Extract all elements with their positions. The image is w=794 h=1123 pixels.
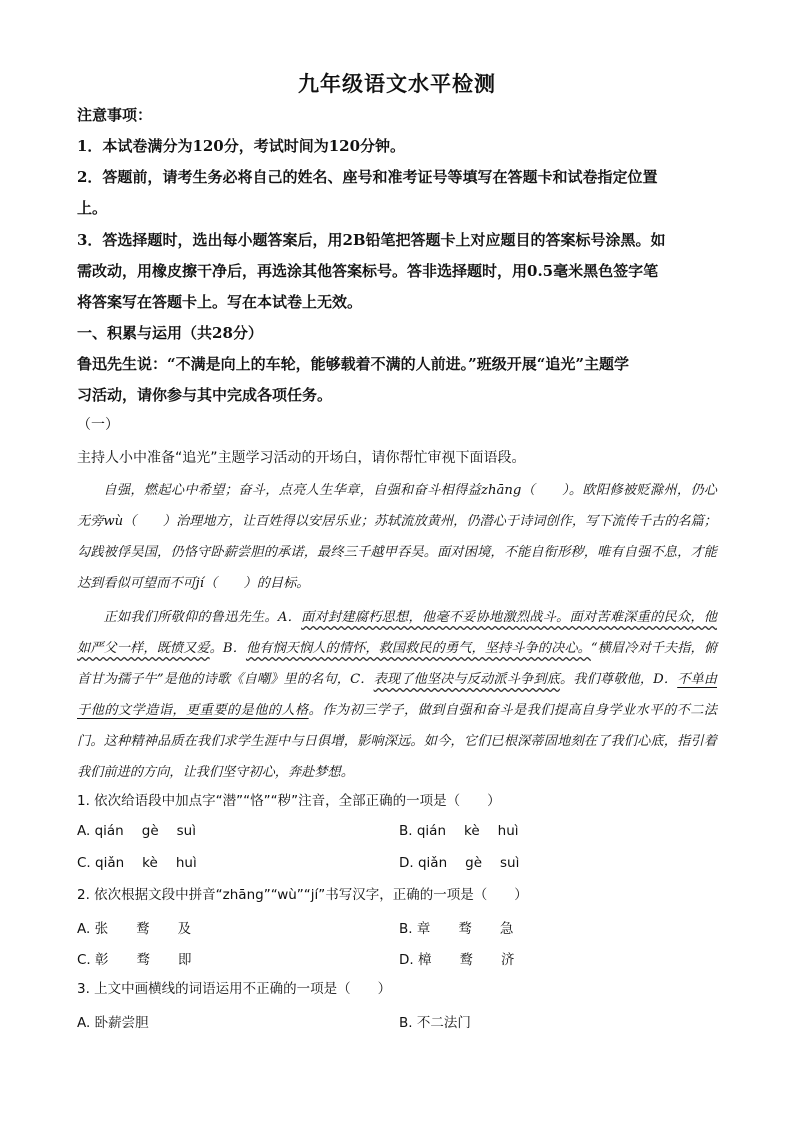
- question-2-stem: 2. 依次根据文段中拼音“zhāng”“wù”“jí”书写汉字，正确的一项是（ ）: [77, 887, 528, 903]
- passage-paragraph-2: [77, 602, 717, 788]
- question-2-option-a: A. 张 鹜 及: [77, 921, 192, 937]
- notice-item-2-line-2: 上。: [77, 199, 108, 217]
- notice-item-3-line-2: 需改动，用橡皮擦干净后，再选涂其他答案标号。答非选择题时，用0.5毫米黑色签字笔: [77, 262, 659, 280]
- passage-text: 。我们尊敬他，D．: [560, 672, 678, 687]
- question-3-stem: 3. 上文中画横线的词语运用不正确的一项是（ ）: [77, 981, 392, 997]
- passage-text: 。作为初三学子，做到自强和奋斗是我们提高自身学业水平的不二法门。这种精神品质在我们求学生涯中与日俱增，影响深远。如今，它们已根深蒂固地刻在了我们心底，指引着我们前进的方向，让我们坚守初心，奔赴梦想。: [77, 703, 718, 780]
- page-title: 九年级语文水平检测: [298, 71, 496, 96]
- passage-text: 。B．: [209, 641, 246, 656]
- sentence-b-wavy: 他有悯天悯人的情怀，救国救民的勇气，坚持斗争的决心。: [245, 641, 591, 656]
- sentence-a-wavy: 面对封建腐朽思想，他毫不妥协地激烈战斗。面对苦难深重的民众，他如严父一样，既愤又爱: [77, 610, 717, 656]
- question-2-option-d: D. 樟 鹜 济: [399, 952, 515, 968]
- notice-item-3-line-3: 将答案写在答题卡上。写在本试卷上无效。: [77, 293, 363, 311]
- passage-paragraph-1: 自强，燃起心中希望；奋斗，点亮人生华章，自强和奋斗相得益zhāng（ ）。欧阳修被贬滁州，仍心无旁wù（ ）治理地方，让百姓得以安居乐业；苏轼流放黄州，仍潜心于诗词创作，写下流传千古的名篇；勾践被俘吴国，仍恪守卧薪尝胆的承诺，最终三千越甲吞吴。面对困境，不能自衔形秽，唯有自强不息，才能达到看似可望而不可jí（ ）的目标。: [77, 483, 717, 591]
- section-intro-line-2: 习活动，请你参与其中完成各项任务。: [77, 386, 333, 404]
- section-intro-line-1: 鲁迅先生说：“不满是向上的车轮，能够载着不满的人前进。”班级开展“追光”主题学: [77, 355, 630, 373]
- passage-text: 正如我们所敬仰的鲁迅先生。A．: [103, 610, 302, 625]
- section-heading: 一、积累与运用（共28分）: [77, 324, 263, 342]
- notice-heading: 注意事项：: [77, 106, 153, 124]
- sentence-c-wavy: 表现了他坚决与反动派斗争到底: [373, 672, 560, 687]
- question-1-option-a: A. qián gè suì: [77, 823, 196, 839]
- reading-passage: [77, 475, 717, 788]
- sentence-d-underlined: 不单由于他的文学造诣，更重要的是他的人格: [77, 672, 718, 718]
- question-3-option-a: A. 卧薪尝胆: [77, 1015, 149, 1031]
- question-1-option-c: C. qiǎn kè huì: [77, 855, 197, 871]
- question-2-option-b: B. 章 骛 急: [399, 921, 514, 937]
- notice-item-2-line-1: 2．答题前，请考生务必将自己的姓名、座号和准考证号等填写在答题卡和试卷指定位置: [77, 168, 658, 186]
- question-2-option-c: C. 彰 骛 即: [77, 952, 192, 968]
- notice-item-1: 1．本试卷满分为120分，考试时间为120分钟。: [77, 137, 406, 155]
- question-1-option-d: D. qiǎn gè suì: [399, 855, 520, 871]
- question-1-option-b: B. qián kè huì: [399, 823, 519, 839]
- task-instruction: 主持人小中准备“追光”主题学习活动的开场白，请你帮忙审视下面语段。: [77, 450, 526, 466]
- question-3-option-b: B. 不二法门: [399, 1015, 471, 1031]
- part-label: （一）: [77, 417, 119, 433]
- notice-item-3-line-1: 3．答选择题时，选出每小题答案后，用2B铅笔把答题卡上对应题目的答案标号涂黑。如: [77, 231, 666, 249]
- passage-text: “横眉冷对千夫指，俯首甘为孺子牛”是他的诗歌《自嘲》里的名句，C．: [77, 641, 718, 687]
- question-1-stem: 1. 依次给语段中加点字“潜”“恪”“秽”注音，全部正确的一项是（ ）: [77, 793, 501, 809]
